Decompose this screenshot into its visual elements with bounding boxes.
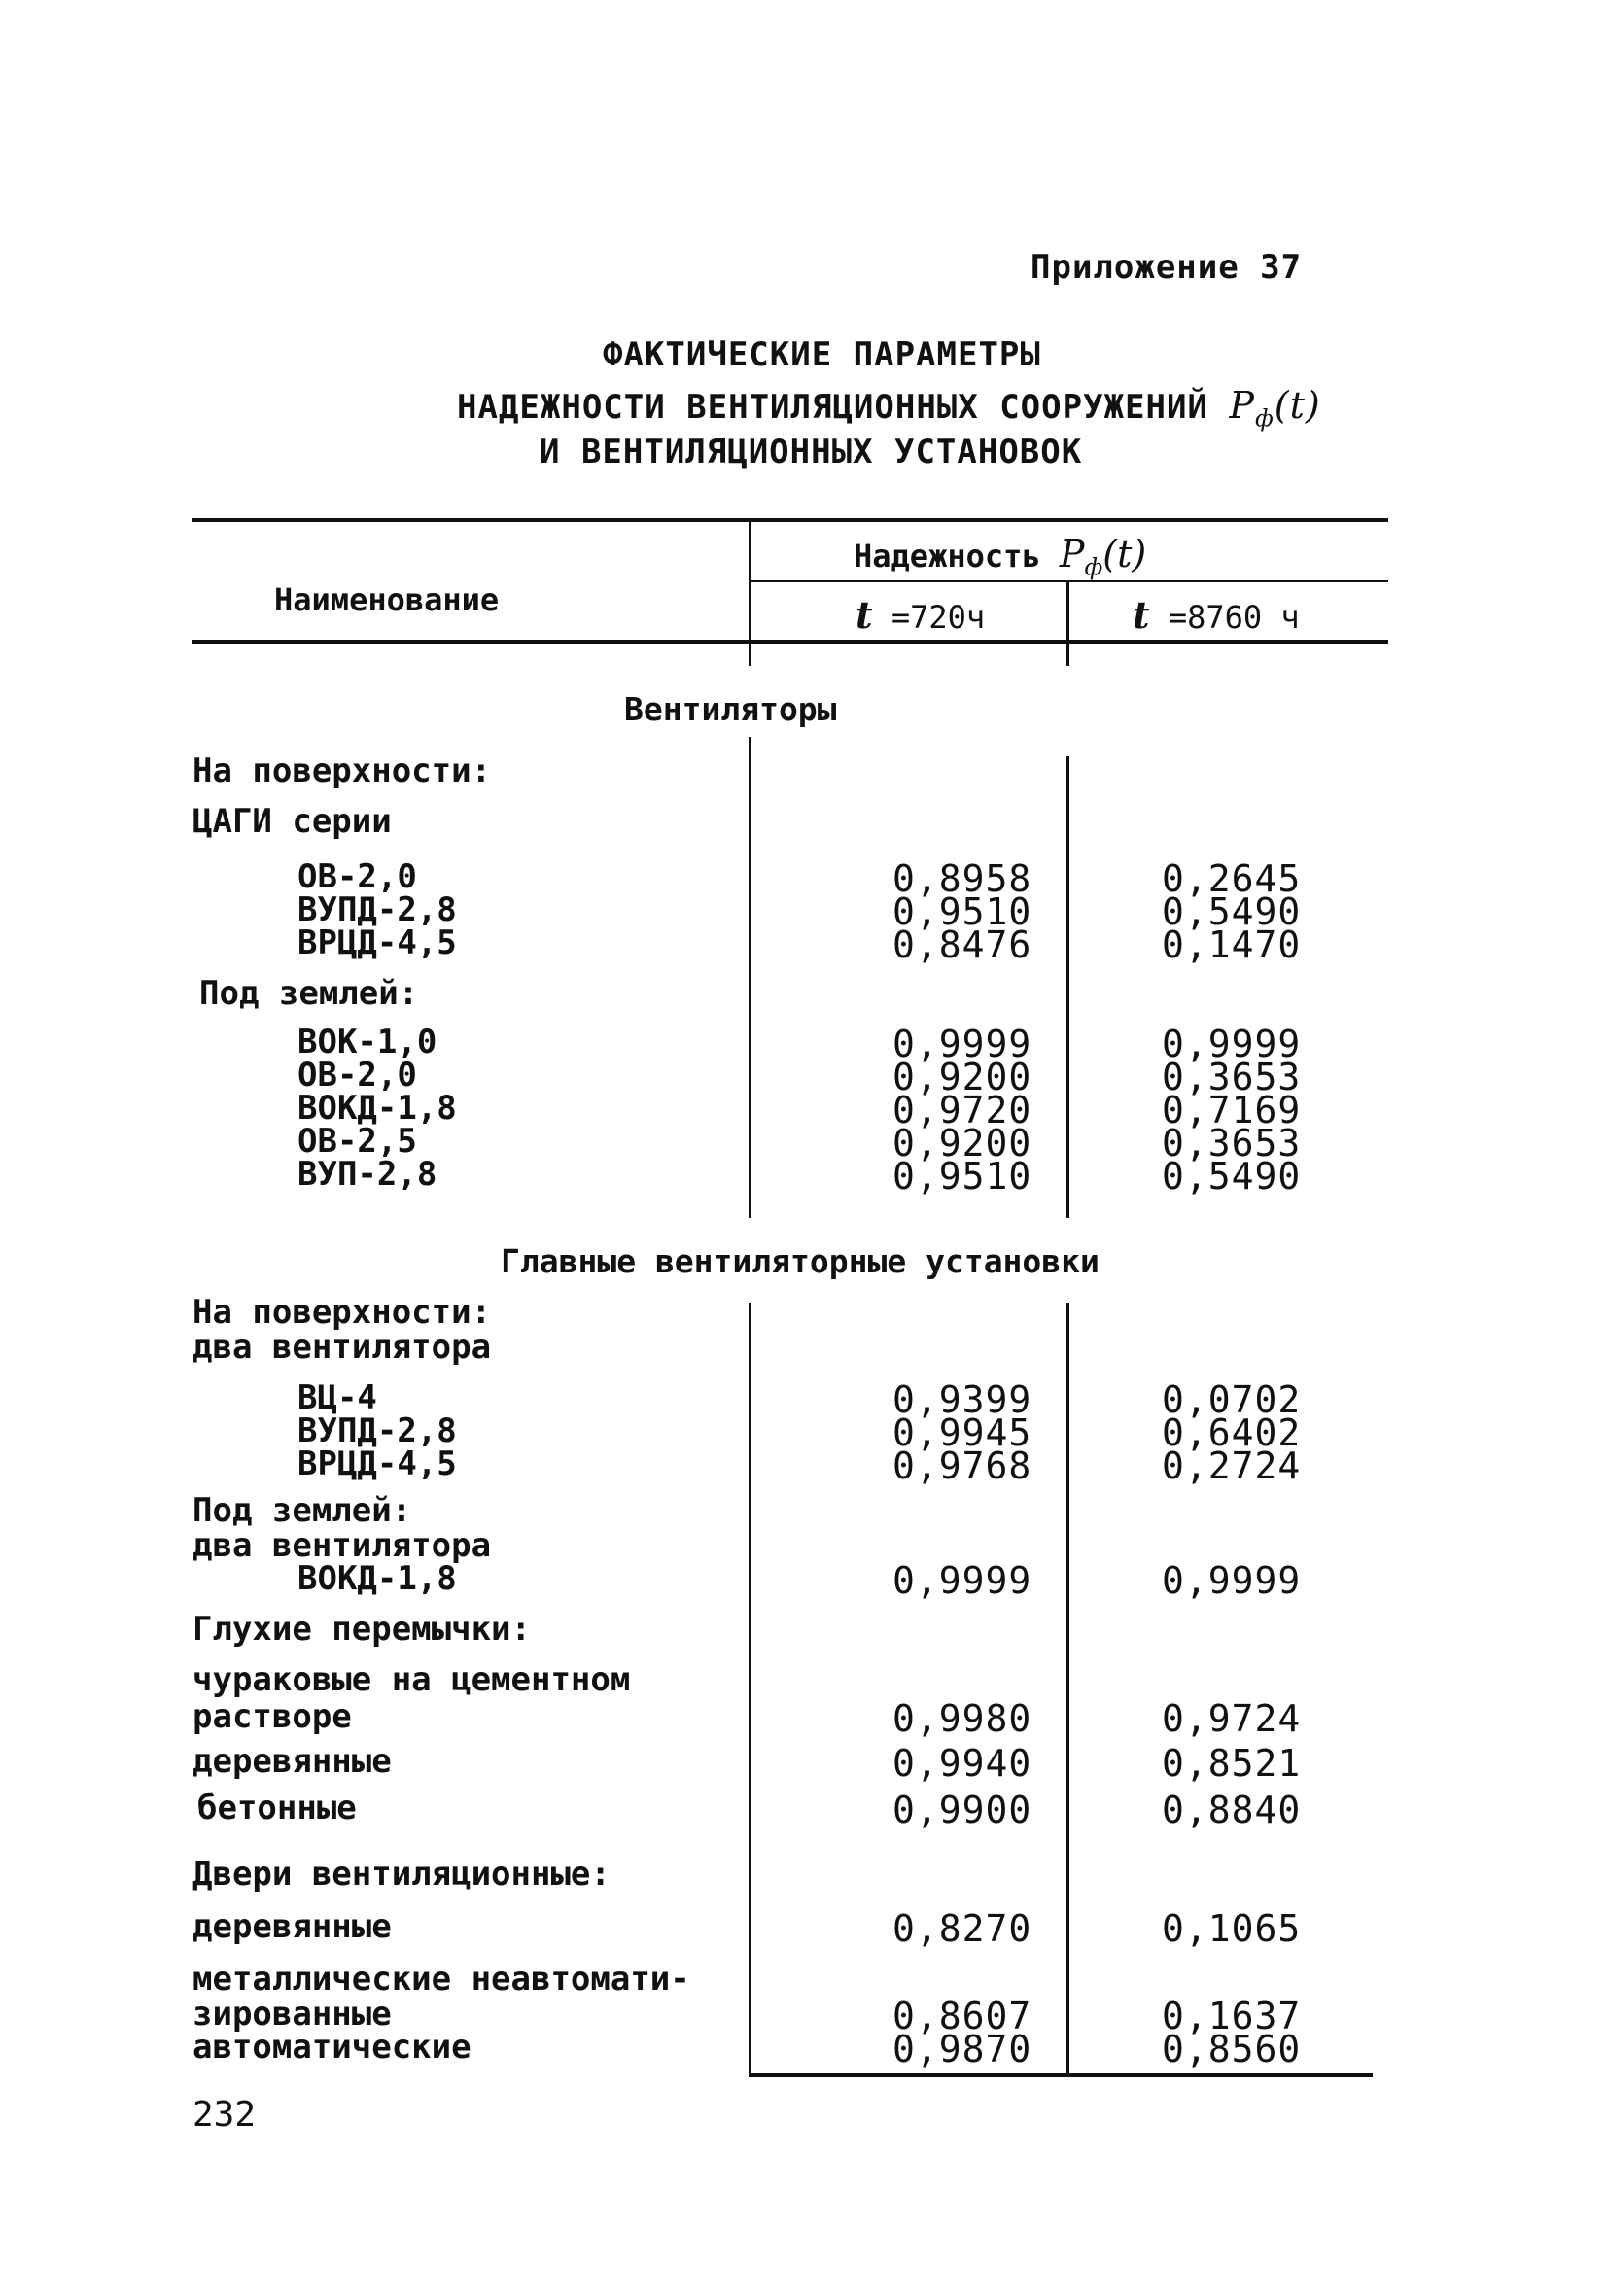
value-720h: 0,9870 <box>892 2028 1032 2070</box>
column-divider-header-2 <box>1066 580 1069 666</box>
value-720h: 0,8958 <box>892 857 1032 900</box>
value-8760h: 0,2645 <box>1162 857 1302 900</box>
value-720h: 0,9510 <box>892 890 1032 933</box>
value-8760h: 0,8521 <box>1162 1742 1302 1785</box>
row-name-brick-1: чураковые на цементном <box>192 1660 631 1699</box>
row-name: ВРЦД-4,5 <box>297 923 457 962</box>
value-8760h: 0,8840 <box>1162 1789 1302 1831</box>
value-8760h: 0,9999 <box>1162 1023 1302 1065</box>
table-bottom-rule <box>751 2073 1373 2077</box>
row-name: ВОК-1,0 <box>297 1023 437 1061</box>
row-name: ВОКД-1,8 <box>297 1559 457 1598</box>
value-8760h: 0,6402 <box>1162 1411 1302 1454</box>
row-name: ВОКД-1,8 <box>297 1089 457 1128</box>
column-header-720h-val: =720ч <box>872 599 986 636</box>
value-720h: 0,9720 <box>892 1089 1032 1131</box>
value-720h: 0,9900 <box>892 1789 1032 1831</box>
section-title-main-fan-units: Главные вентиляторные установки <box>501 1242 1100 1280</box>
table-header-rule <box>192 640 1388 644</box>
value-8760h: 0,5490 <box>1162 1155 1302 1198</box>
value-720h: 0,9768 <box>892 1444 1032 1487</box>
group-label-two-fans-2: два вентилятора <box>192 1526 492 1565</box>
row-name: ВЦ-4 <box>297 1378 377 1417</box>
value-720h: 0,9399 <box>892 1378 1032 1421</box>
column-header-formula <box>1059 533 1147 581</box>
column-header-reliability <box>854 533 1146 581</box>
value-720h: 0,9940 <box>892 1742 1032 1785</box>
column-header-formula-p: P <box>1059 533 1085 575</box>
column-header-formula-sub: ф <box>1084 553 1103 581</box>
value-8760h: 0,9999 <box>1162 1559 1302 1602</box>
row-name-doors-metal-2: зированные <box>192 1995 392 2034</box>
row-name-wooden: деревянные <box>192 1742 392 1781</box>
value-720h: 0,9999 <box>892 1023 1032 1065</box>
value-720h: 0,8270 <box>892 1907 1032 1950</box>
value-720h: 0,9945 <box>892 1411 1032 1454</box>
row-name-concrete: бетонные <box>197 1789 357 1827</box>
value-8760h: 0,1065 <box>1162 1907 1302 1950</box>
column-divider-section2-2 <box>1066 1303 1069 2077</box>
value-720h: 0,9200 <box>892 1122 1032 1165</box>
title-line-1: ФАКТИЧЕСКИЕ ПАРАМЕТРЫ <box>603 335 1041 374</box>
row-name: ВУПД-2,8 <box>297 890 457 929</box>
column-header-720h-var: t <box>856 593 873 637</box>
column-header-720h <box>856 593 985 637</box>
group-label-underground: Под землей: <box>199 974 419 1013</box>
value-720h: 0,8476 <box>892 923 1032 966</box>
table-top-rule <box>192 518 1388 522</box>
title-formula <box>1229 384 1321 433</box>
value-8760h: 0,9724 <box>1162 1697 1302 1740</box>
group-label-surface-2: На поверхности: <box>192 1293 492 1332</box>
column-header-8760h-var: t <box>1133 593 1150 637</box>
section-title-fans: Вентиляторы <box>624 690 837 728</box>
title-formula-arg: (t) <box>1274 384 1321 427</box>
column-header-formula-arg: (t) <box>1102 533 1147 575</box>
column-header-8760h-val: =8760 ч <box>1149 599 1300 636</box>
value-8760h: 0,1470 <box>1162 923 1302 966</box>
value-8760h: 0,1637 <box>1162 1995 1302 2037</box>
group-label-doors: Двери вентиляционные: <box>192 1855 611 1894</box>
value-8760h: 0,2724 <box>1162 1444 1302 1487</box>
row-name: ОВ-2,5 <box>297 1122 417 1161</box>
value-720h: 0,9980 <box>892 1697 1032 1740</box>
value-720h: 0,8607 <box>892 1995 1032 2037</box>
row-name-doors-wood: деревянные <box>192 1907 392 1946</box>
row-name: ВУП-2,8 <box>297 1155 437 1194</box>
title-line-2 <box>457 384 1321 433</box>
row-name: ВУПД-2,8 <box>297 1411 457 1450</box>
column-divider-header-1 <box>749 518 751 666</box>
value-720h: 0,9999 <box>892 1559 1032 1602</box>
value-8760h: 0,3653 <box>1162 1122 1302 1165</box>
group-label-tsagi: ЦАГИ серии <box>192 802 392 841</box>
value-8760h: 0,3653 <box>1162 1056 1302 1098</box>
value-720h: 0,9200 <box>892 1056 1032 1098</box>
page-number: 232 <box>192 2095 257 2135</box>
title-line-3: И ВЕНТИЛЯЦИОННЫХ УСТАНОВОК <box>540 433 1083 471</box>
row-name-doors-auto: автоматические <box>192 2028 472 2067</box>
column-header-name: Наименование <box>274 581 500 618</box>
column-header-reliability-text: Надежность <box>854 538 1041 574</box>
title-formula-p: P <box>1229 384 1255 427</box>
column-divider-section1-2 <box>1066 756 1069 1218</box>
column-divider-section1-1 <box>749 737 751 1218</box>
title-line-2-text: НАДЕЖНОСТИ ВЕНТИЛЯЦИОННЫХ СООРУЖЕНИЙ <box>457 388 1208 427</box>
group-label-underground-2: Под землей: <box>192 1491 412 1530</box>
group-label-surface: На поверхности: <box>192 751 492 790</box>
value-8760h: 0,0702 <box>1162 1378 1302 1421</box>
group-label-two-fans: два вентилятора <box>192 1328 492 1367</box>
value-8760h: 0,7169 <box>1162 1089 1302 1131</box>
row-name: ОВ-2,0 <box>297 1056 417 1095</box>
row-name: ОВ-2,0 <box>297 857 417 896</box>
row-name: ВРЦД-4,5 <box>297 1444 457 1483</box>
row-name-brick-2: растворе <box>192 1697 352 1736</box>
group-label-blind-partitions: Глухие перемычки: <box>192 1610 531 1649</box>
title-formula-sub: ф <box>1254 404 1275 433</box>
value-8760h: 0,5490 <box>1162 890 1302 933</box>
appendix-label: Приложение 37 <box>1031 248 1303 287</box>
row-name-doors-metal-1: металлические неавтомати- <box>192 1960 690 1999</box>
value-8760h: 0,8560 <box>1162 2028 1302 2070</box>
column-header-8760h <box>1133 593 1300 637</box>
column-divider-section2-1 <box>749 1303 751 2077</box>
value-720h: 0,9510 <box>892 1155 1032 1198</box>
